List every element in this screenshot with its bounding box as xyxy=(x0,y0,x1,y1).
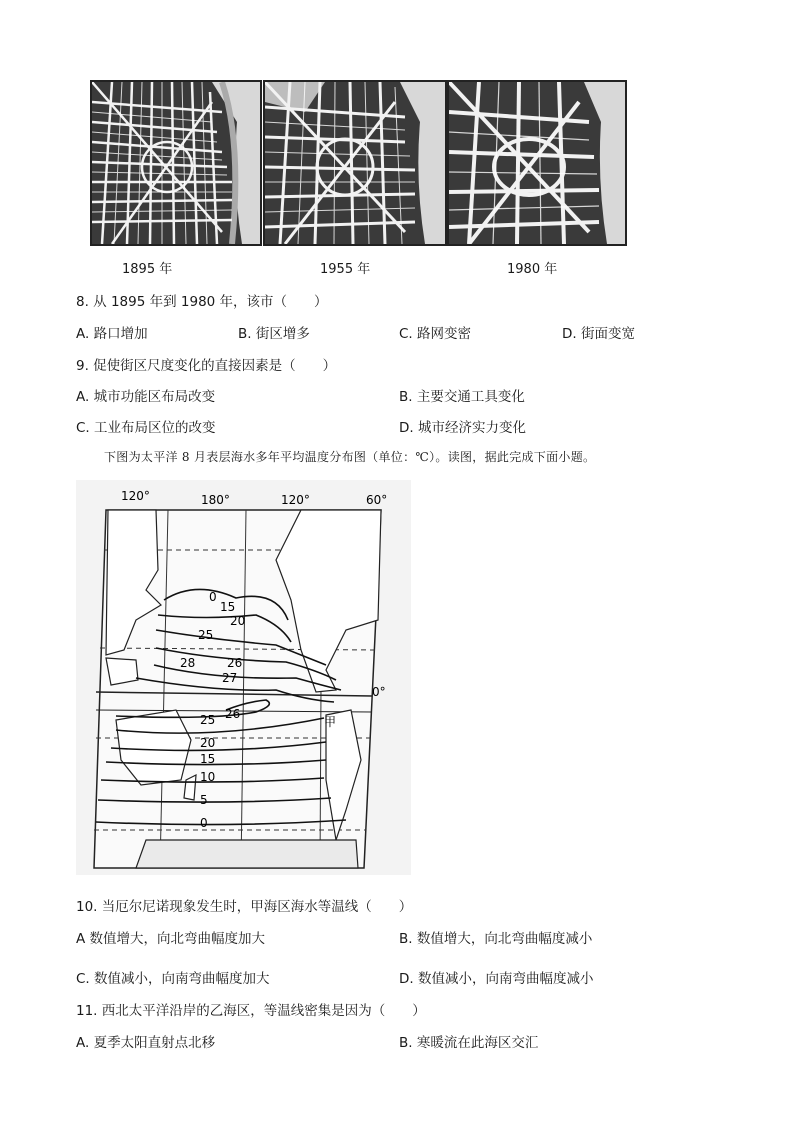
question-11-option-b[interactable]: B. 寒暖流在此海区交汇 xyxy=(399,1035,539,1051)
question-10-option-a[interactable]: A 数值增大，向北弯曲幅度加大 xyxy=(76,931,266,947)
question-10-option-b[interactable]: B. 数值增大，向北弯曲幅度减小 xyxy=(399,931,593,947)
isotherm-label: 15 xyxy=(200,752,216,766)
city-map-1980 xyxy=(447,80,627,246)
year-label-1980: 1980 年 xyxy=(507,262,558,277)
question-11-option-a[interactable]: A. 夏季太阳直射点北移 xyxy=(76,1035,216,1051)
question-10-option-d[interactable]: D. 数值减小，向南弯曲幅度减小 xyxy=(399,971,594,987)
map-intro-text: 下图为太平洋 8 月表层海水多年平均温度分布图（单位：℃）。读图，据此完成下面小题。 xyxy=(104,450,596,464)
longitude-label-2: 180° xyxy=(201,493,230,507)
isotherm-label: 26 xyxy=(225,707,241,721)
question-9-stem: 9. 促使街区尺度变化的直接因素是（ ） xyxy=(76,358,337,374)
isotherm-label: 25 xyxy=(200,713,216,727)
isotherm-label: 20 xyxy=(230,614,246,628)
question-9-option-a[interactable]: A. 城市功能区布局改变 xyxy=(76,389,216,405)
longitude-label-1: 120° xyxy=(121,489,150,503)
isotherm-label: 20 xyxy=(200,736,216,750)
year-label-1955: 1955 年 xyxy=(320,262,371,277)
question-11-stem: 11. 西北太平洋沿岸的乙海区，等温线密集是因为（ ） xyxy=(76,1003,426,1019)
isotherm-label: 27 xyxy=(222,671,238,685)
longitude-label-4: 60° xyxy=(366,493,388,507)
isotherm-label: 26 xyxy=(227,656,243,670)
question-8-option-a[interactable]: A. 路口增加 xyxy=(76,326,148,342)
isotherm-label: 5 xyxy=(200,793,208,807)
isotherm-label: 0 xyxy=(209,590,217,604)
question-9-option-b[interactable]: B. 主要交通工具变化 xyxy=(399,389,525,405)
question-9-option-c[interactable]: C. 工业布局区位的改变 xyxy=(76,420,216,436)
equator-label: 0° xyxy=(372,685,386,699)
isotherm-label: 28 xyxy=(180,656,196,670)
question-8-stem: 8. 从 1895 年到 1980 年，该市（ ） xyxy=(76,294,328,310)
question-8-option-d[interactable]: D. 街面变宽 xyxy=(562,326,635,342)
isotherm-label: 25 xyxy=(198,628,214,642)
pacific-temperature-map xyxy=(76,480,411,875)
isotherm-label: 10 xyxy=(200,770,216,784)
isotherm-label: 0 xyxy=(200,816,208,830)
isotherm-label: 15 xyxy=(220,600,236,614)
marker-jia-label: 甲 xyxy=(324,715,337,729)
question-9-option-d[interactable]: D. 城市经济实力变化 xyxy=(399,420,526,436)
question-10-stem: 10. 当厄尔尼诺现象发生时，甲海区海水等温线（ ） xyxy=(76,899,413,915)
question-10-option-c[interactable]: C. 数值减小，向南弯曲幅度加大 xyxy=(76,971,270,987)
city-map-1895 xyxy=(90,80,262,246)
city-map-1955 xyxy=(263,80,447,246)
question-8-option-c[interactable]: C. 路网变密 xyxy=(399,326,472,342)
question-8-option-b[interactable]: B. 街区增多 xyxy=(238,326,310,342)
longitude-label-3: 120° xyxy=(281,493,310,507)
year-label-1895: 1895 年 xyxy=(122,262,173,277)
